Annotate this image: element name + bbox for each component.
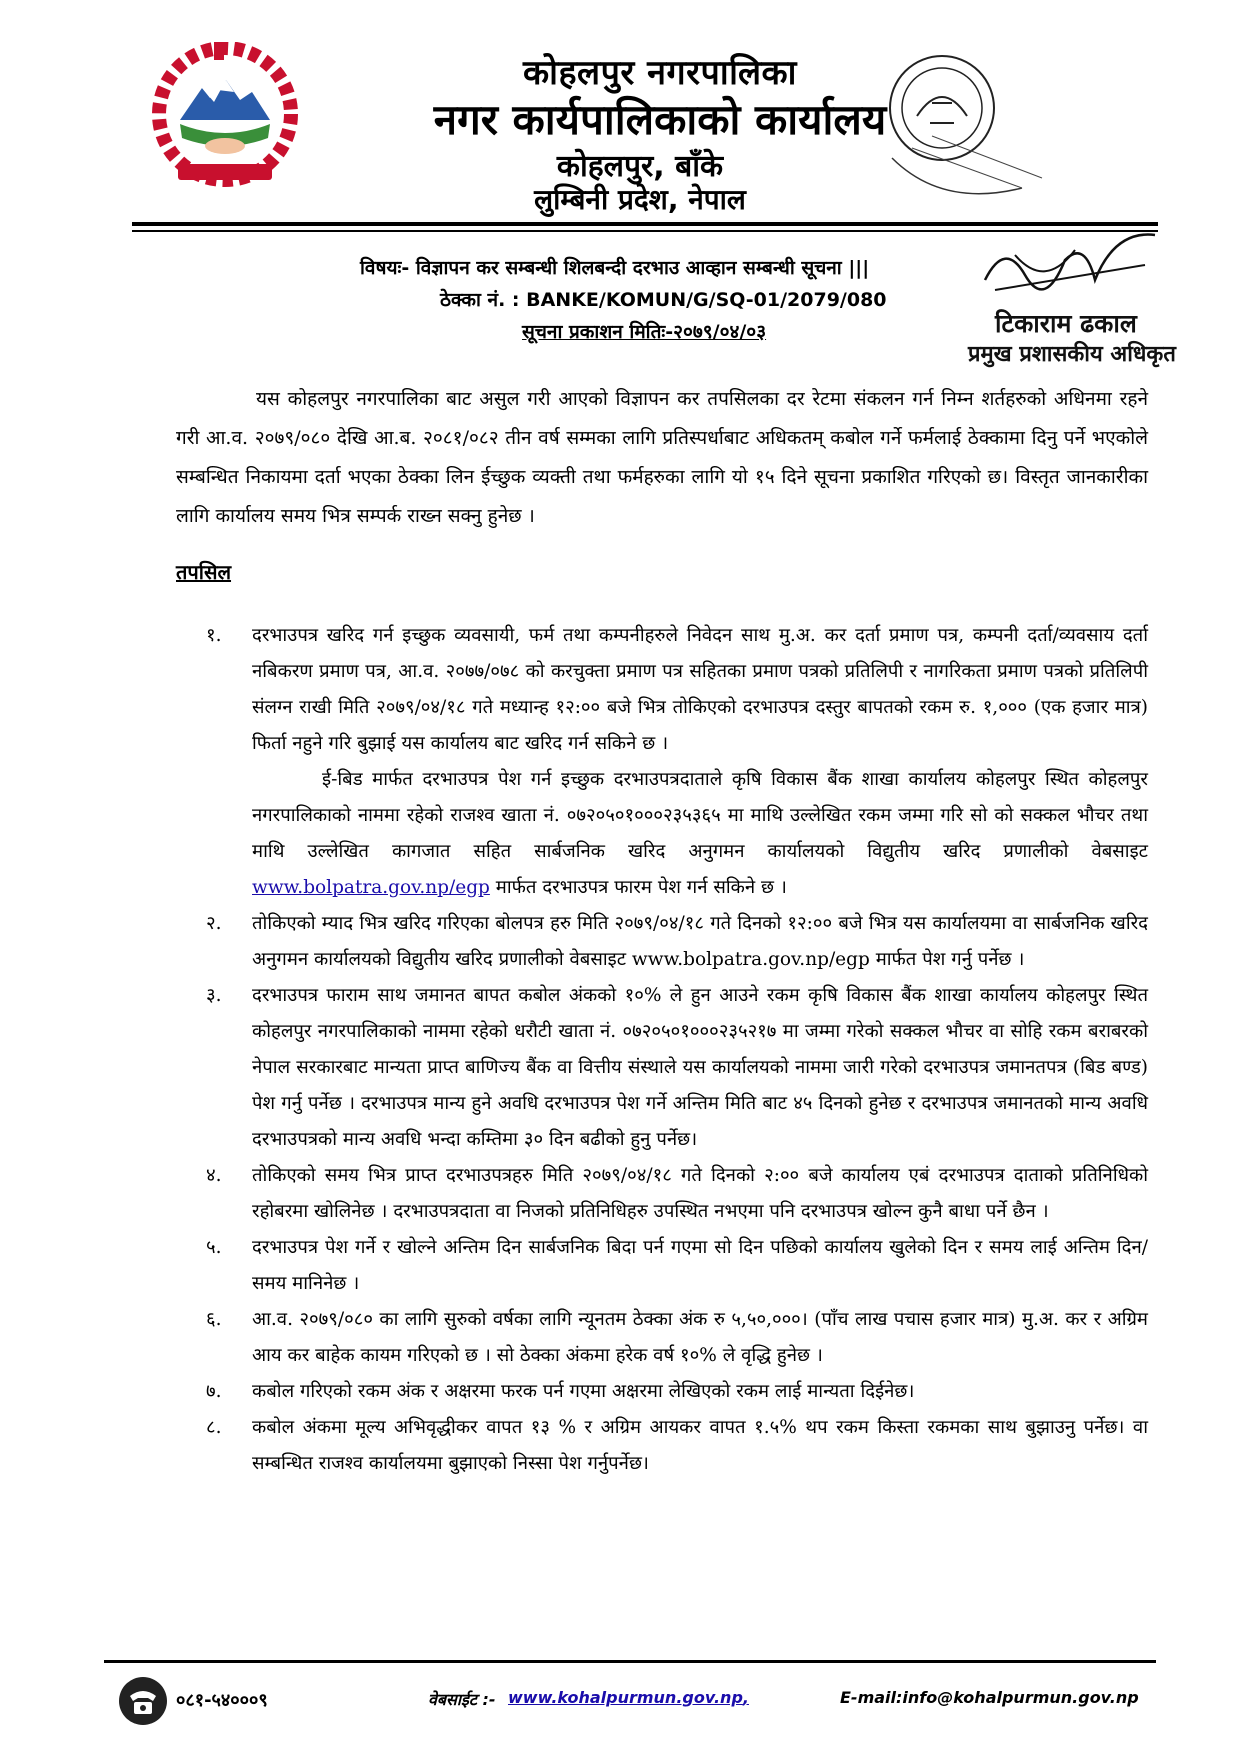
intro-paragraph: यस कोहलपुर नगरपालिका बाट असुल गरी आएको विज्ञापन कर तपसिलका दर रेटमा संकलन गर्न निम्न शर्तहरुको अधिनमा रहने गरी आ.व. २०७९/०८० देखि आ.ब. २०८१/०८२ तीन वर्ष सम्मका लागि प्रतिस्पर्धाबाट अधिकतम् कबोल गर्ने फर्मलाई ठेक्कामा दिनु पर्ने भएकोले सम्बन्धित निकायमा दर्ता भएका ठेक्का लिन ईच्छुक व्यक्ती तथा फर्महरुका लागि यो १५ दिने सूचना प्रकाशित गरिएको छ। विस्तृत जानकारीका लागि कार्यालय समय भित्र सम्पर्क राख्न सक्नु हुनेछ । [176, 388, 1148, 527]
office-address: कोहलपुर, बाँके [556, 149, 724, 184]
item-number: ४. [206, 1165, 222, 1186]
telephone-icon [118, 1676, 168, 1726]
phone-number: ०८१-५४०००९ [176, 1690, 268, 1711]
publication-date: सूचना प्रकाशन मितिः-२०७९/०४/०३ [522, 321, 767, 343]
subparagraph-text-end: मार्फत दरभाउपत्र फारम पेश गर्न सकिने छ । [495, 877, 787, 898]
subparagraph-text: ई-बिड मार्फत दरभाउपत्र पेश गर्न इच्छुक दरभाउपत्रदाताले कृषि विकास बैंक शाखा कार्यालय कोहलपुर स्थित कोहलपुर नगरपालिकाको नाममा रहेको राजश्व खाता नं. ०७२०५०१०००२३५३६५ मा माथि उल्लेखित रकम जम्मा गरि सो को सक्कल भौचर तथा माथि उल्लेखित कागजात सहित सार्बजनिक खरिद अनुगमन कार्यालयको विद्युतीय खरिद प्रणालीको वेबसाइट [252, 769, 1148, 862]
website-link[interactable] [508, 1688, 749, 1707]
list-item [176, 1230, 1148, 1302]
list-item [176, 1410, 1148, 1482]
item-text: कबोल गरिएको रकम अंक र अक्षरमा फरक पर्न गएमा अक्षरमा लेखिएको रकम लाई मान्यता दिईनेछ। [252, 1381, 915, 1402]
list-item [176, 1302, 1148, 1374]
item-number: ३. [206, 985, 222, 1006]
item-text: कबोल अंकमा मूल्य अभिवृद्धीकर वापत १३ % र अग्रिम आयकर वापत १.५% थप रकम किस्ता रकमका साथ बुझाउनु पर्नेछ। वा सम्बन्धित राजश्व कार्यालयमा बुझाएको निस्सा पेश गर्नुपर्नेछ। [252, 1417, 1148, 1474]
list-item [176, 1374, 1148, 1410]
conditions-list [176, 618, 1148, 1482]
item-number: ८. [206, 1417, 222, 1438]
notice-subject: विषयः- विज्ञापन कर सम्बन्धी शिलबन्दी दरभाउ आव्हान सम्बन्धी सूचना ||| [360, 257, 870, 279]
item-subparagraph [252, 762, 1148, 906]
officer-title: प्रमुख प्रशासकीय अधिकृत [968, 342, 1176, 367]
office-seal-icon [872, 38, 1072, 228]
item-text: तोकिएको म्याद भित्र खरिद गरिएका बोलपत्र हरु मिति २०७९/०४/१८ गते दिनको १२:०० बजे भित्र यस कार्यालयमा वा सार्बजनिक खरिद अनुगमन कार्यालयको विद्युतीय खरिद प्रणालीको वेबसाइट www.bolpatra.gov.np/egp मार्फत पेश गर्नु पर्नेछ । [252, 913, 1148, 970]
nepal-government-emblem [140, 42, 310, 192]
signature [975, 220, 1175, 320]
item-text: दरभाउपत्र खरिद गर्न इच्छुक व्यवसायी, फर्म तथा कम्पनीहरुले निवेदन साथ मु.अ. कर दर्ता प्रमाण पत्र, कम्पनी दर्ता/व्यवसाय दर्ता नबिकरण प्रमाण पत्र, आ.व. २०७७/०७८ को करचुक्ता प्रमाण पत्र सहितका प्रमाण पत्रको प्रतिलिपी र नागरिकता प्रमाण पत्रको प्रतिलिपी संलग्न राखी मिति २०७९/०४/१८ गते मध्यान्ह १२:०० बजे भित्र तोकिएको दरभाउपत्र दस्तुर बापतको रकम रु. १,००० (एक हजार मात्र) फिर्ता नहुने गरि बुझाई यस कार्यालय बाट खरिद गर्न सकिने छ । [252, 625, 1148, 754]
item-number: ५. [206, 1237, 222, 1258]
item-number: ७. [206, 1381, 222, 1402]
item-text: तोकिएको समय भित्र प्राप्त दरभाउपत्रहरु मिति २०७९/०४/१८ गते दिनको २:०० बजे कार्यालय एबं दरभाउपत्र दाताको प्रतिनिधिको रहोबरमा खोलिनेछ । दरभाउपत्रदाता वा निजको प्रतिनिधिहरु उपस्थित नभएमा पनि दरभाउपत्र खोल्न कुनै बाधा पर्ने छैन । [252, 1165, 1148, 1222]
province-country: लुम्बिनी प्रदेश, नेपाल [534, 183, 746, 216]
office-name: नगर कार्यपालिकाको कार्यालय [433, 95, 887, 144]
website-suffix: , [742, 1688, 749, 1707]
email-address[interactable]: E-mail:info@kohalpurmun.gov.np [840, 1688, 1139, 1707]
item-number: १. [206, 625, 222, 646]
list-item [176, 618, 1148, 906]
details-heading: तपसिल [176, 560, 232, 584]
bolpatra-link[interactable]: www.bolpatra.gov.np/egp [252, 877, 490, 898]
municipality-name: कोहलपुर नगरपालिका [523, 53, 797, 93]
officer-name: टिकाराम ढकाल [995, 309, 1137, 338]
list-item [176, 1158, 1148, 1230]
footer-rule [104, 1660, 1156, 1663]
website-url[interactable]: www.kohalpurmun.gov.np [508, 1688, 743, 1707]
item-text: आ.व. २०७९/०८० का लागि सुरुको वर्षका लागि न्यूनतम ठेक्का अंक रु ५,५०,०००। (पाँच लाख पचास हजार मात्र) मु.अ. कर र अग्रिम आय कर बाहेक कायम गरिएको छ । सो ठेक्का अंकमा हरेक वर्ष १०% ले वृद्धि हुनेछ । [252, 1309, 1148, 1366]
item-text: दरभाउपत्र फाराम साथ जमानत बापत कबोल अंकको १०% ले हुन आउने रकम कृषि विकास बैंक शाखा कार्यालय कोहलपुर स्थित कोहलपुर नगरपालिकाको नाममा रहेको धरौटी खाता नं. ०७२०५०१०००२३५२१७ मा जम्मा गरेको सक्कल भौचर वा सोहि रकम बराबरको नेपाल सरकारबाट मान्यता प्राप्त बाणिज्य बैंक वा वित्तीय संस्थाले यस कार्यालयको नाममा जारी गरेको दरभाउपत्र जमानतपत्र (बिड बण्ड) पेश गर्नु पर्नेछ । दरभाउपत्र मान्य हुने अवधि दरभाउपत्र पेश गर्ने अन्तिम मिति बाट ४५ दिनको हुनेछ र दरभाउपत्र जमानतको मान्य अवधि दरभाउपत्रको मान्य अवधि भन्दा कम्तिमा ३० दिन बढीको हुनु पर्नेछ। [252, 985, 1148, 1150]
item-number: ६. [206, 1309, 222, 1330]
item-text: दरभाउपत्र पेश गर्ने र खोल्ने अन्तिम दिन सार्बजनिक बिदा पर्न गएमा सो दिन पछिको कार्यालय खुलेको दिन र समय लाई अन्तिम दिन/समय मानिनेछ । [252, 1237, 1148, 1294]
list-item [176, 906, 1148, 978]
list-item [176, 978, 1148, 1158]
website-label: वेबसाईट :- [428, 1690, 496, 1709]
item-number: २. [206, 913, 222, 934]
contract-number: ठेक्का नं. : BANKE/KOMUN/G/SQ-01/2079/080 [440, 289, 887, 311]
